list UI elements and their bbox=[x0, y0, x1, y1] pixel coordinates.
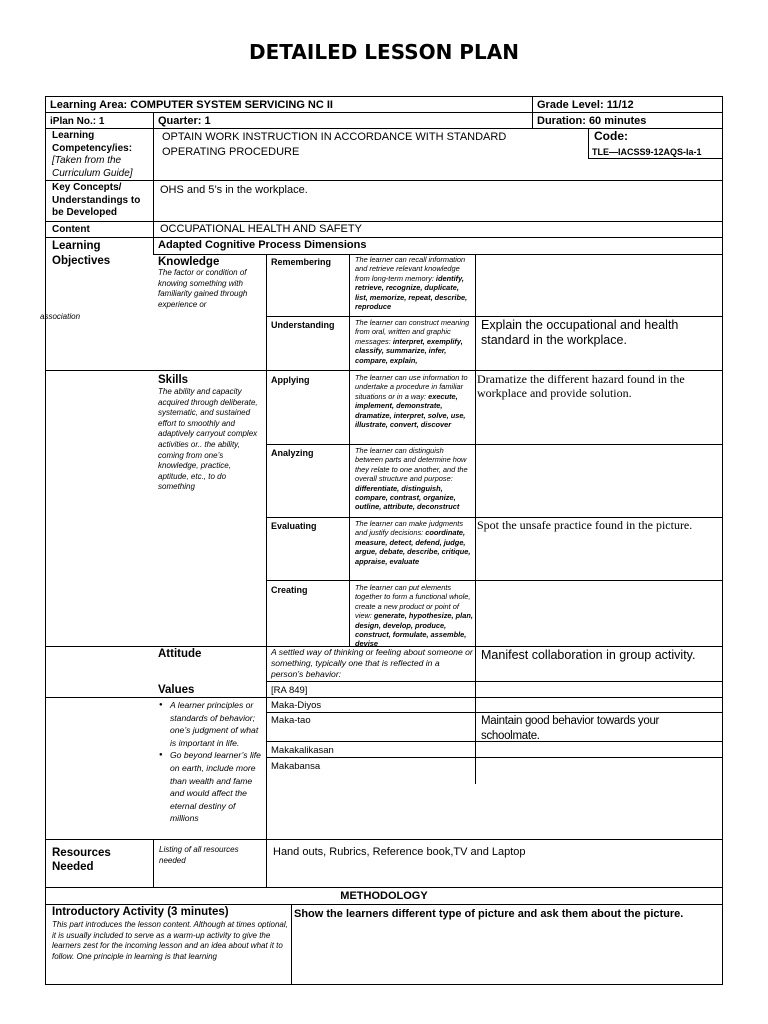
competency-text: OPTAIN WORK INSTRUCTION IN ACCORDANCE WITH STANDARD OPERATING PROCEDURE bbox=[162, 131, 507, 158]
duration: Duration: 60 minutes bbox=[537, 115, 647, 127]
intro-title: Introductory Activity (3 minutes) bbox=[52, 906, 229, 918]
content-label: Content bbox=[52, 224, 90, 235]
values-bullet: ● Go beyond learner’s life on earth, include more than wealth and fame and would affect the eternal destiny of millions bbox=[170, 749, 262, 825]
competency-code: TLE—IACSS9-12AQS-Ia-1 bbox=[592, 147, 702, 157]
values-title: Values bbox=[158, 684, 195, 696]
creating-desc: The learner can put elements together to form a functional whole, create a new product or point of view: generate, hypothesize, plan, design, develop, produce, construct, formulate, assemble, devise bbox=[355, 583, 473, 649]
analyzing-label: Analyzing bbox=[271, 448, 314, 458]
understanding-desc: The learner can construct meaning from oral, written and graphic messages: interpret, exemplify, classify, summarize, infer, compare, explain, bbox=[355, 318, 470, 365]
values-ra: [RA 849] bbox=[271, 685, 308, 696]
attitude-desc: A settled way of thinking or feeling about someone or something, typically one that is reflected in a person’s behavior: bbox=[271, 647, 473, 679]
evaluating-desc: The learner can make judgments and justify decisions: coordinate, measure, detect, defend, judge, argue, debate, describe, critique, appraise, evaluate bbox=[355, 519, 471, 566]
applying-desc: The learner can use information to undertake a procedure in familiar situations or in a way: execute, implement, demonstrate, dramatize, interpret, solve, use, illustrate, convert, discover bbox=[355, 373, 468, 430]
intro-text: Show the learners different type of picture and ask them about the picture. bbox=[294, 908, 684, 920]
resources-text: Hand outs, Rubrics, Reference book,TV and Laptop bbox=[273, 846, 526, 858]
evaluating-objective: Spot the unsafe practice found in the picture. bbox=[477, 518, 693, 532]
value-item: Makakalikasan bbox=[271, 745, 334, 756]
value-item: Maka-Diyos bbox=[271, 700, 322, 711]
applying-label: Applying bbox=[271, 375, 310, 385]
competency-note: [Taken from the Curriculum Guide] bbox=[52, 155, 133, 179]
page-title: DETAILED LESSON PLAN bbox=[249, 40, 519, 64]
resources-desc: Listing of all resources needed bbox=[159, 845, 239, 865]
values-bullet: ● A learner principles or standards of behavior; one’s judgment of what is important in life. bbox=[170, 699, 262, 749]
applying-objective: Dramatize the different hazard found in the workplace and provide solution. bbox=[477, 372, 685, 400]
understanding-label: Understanding bbox=[271, 320, 335, 330]
skills-title: Skills bbox=[158, 374, 189, 386]
value-item: Makabansa bbox=[271, 761, 321, 772]
cognitive-dimensions-heading: Adapted Cognitive Process Dimensions bbox=[158, 239, 367, 251]
learning-area: Learning Area: COMPUTER SYSTEM SERVICING NC II bbox=[50, 99, 333, 111]
content-text: OCCUPATIONAL HEALTH AND SAFETY bbox=[160, 223, 362, 235]
key-concepts-label: Key Concepts/ Understandings to be Developed bbox=[52, 182, 141, 218]
remembering-label: Remembering bbox=[271, 257, 332, 267]
key-concepts-text: OHS and 5’s in the workplace. bbox=[160, 184, 308, 196]
skills-desc: The ability and capacity acquired through deliberate, systematic, and sustained effort to smoothly and adaptively carryout complex activities or.. the ability, coming from one’s knowledge, practice, aptitude, etc., to do something bbox=[158, 387, 258, 492]
analyzing-desc: The learner can distinguish between parts and determine how they relate to one another, and the overall structure and purpose: differentiate, distinguish, compare, contrast, organize, outline, attribute, deconstruct bbox=[355, 446, 468, 512]
knowledge-desc: The factor or condition of knowing something with familiarity gained through experience or bbox=[158, 268, 248, 309]
iplan-number: iPlan No.: 1 bbox=[50, 116, 105, 127]
grade-level: Grade Level: 11/12 bbox=[537, 99, 634, 111]
values-objective: Maintain good behavior towards your schoolmate. bbox=[481, 715, 660, 742]
creating-label: Creating bbox=[271, 585, 308, 595]
competency-label: Learning Competency/ies: bbox=[52, 130, 133, 154]
code-label: Code: bbox=[594, 129, 628, 143]
learning-objectives-label: Learning Objectives bbox=[52, 240, 111, 267]
knowledge-title: Knowledge bbox=[158, 256, 220, 268]
knowledge-overflow: association bbox=[40, 312, 81, 321]
value-item: Maka-tao bbox=[271, 715, 311, 726]
remembering-desc: The learner can recall information and retrieve relevant knowledge from long-term memory: identify, retrieve, recognize, duplicate, list, memorize, repeat, describe, reproduce bbox=[355, 255, 468, 312]
evaluating-label: Evaluating bbox=[271, 521, 317, 531]
attitude-title: Attitude bbox=[158, 648, 202, 660]
quarter: Quarter: 1 bbox=[158, 115, 211, 127]
intro-desc: This part introduces the lesson content. Although at times optional, it is usually included to serve as a warm-up activity to give the learners zest for the incoming lesson and an idea about what it to follow. One principle in learning is that learning bbox=[52, 920, 288, 961]
methodology-heading: METHODOLOGY bbox=[340, 890, 428, 902]
values-desc bbox=[158, 699, 262, 825]
attitude-objective: Manifest collaboration in group activity. bbox=[481, 648, 696, 662]
resources-label: Resources Needed bbox=[52, 847, 111, 873]
understanding-objective: Explain the occupational and health standard in the workplace. bbox=[481, 318, 679, 347]
